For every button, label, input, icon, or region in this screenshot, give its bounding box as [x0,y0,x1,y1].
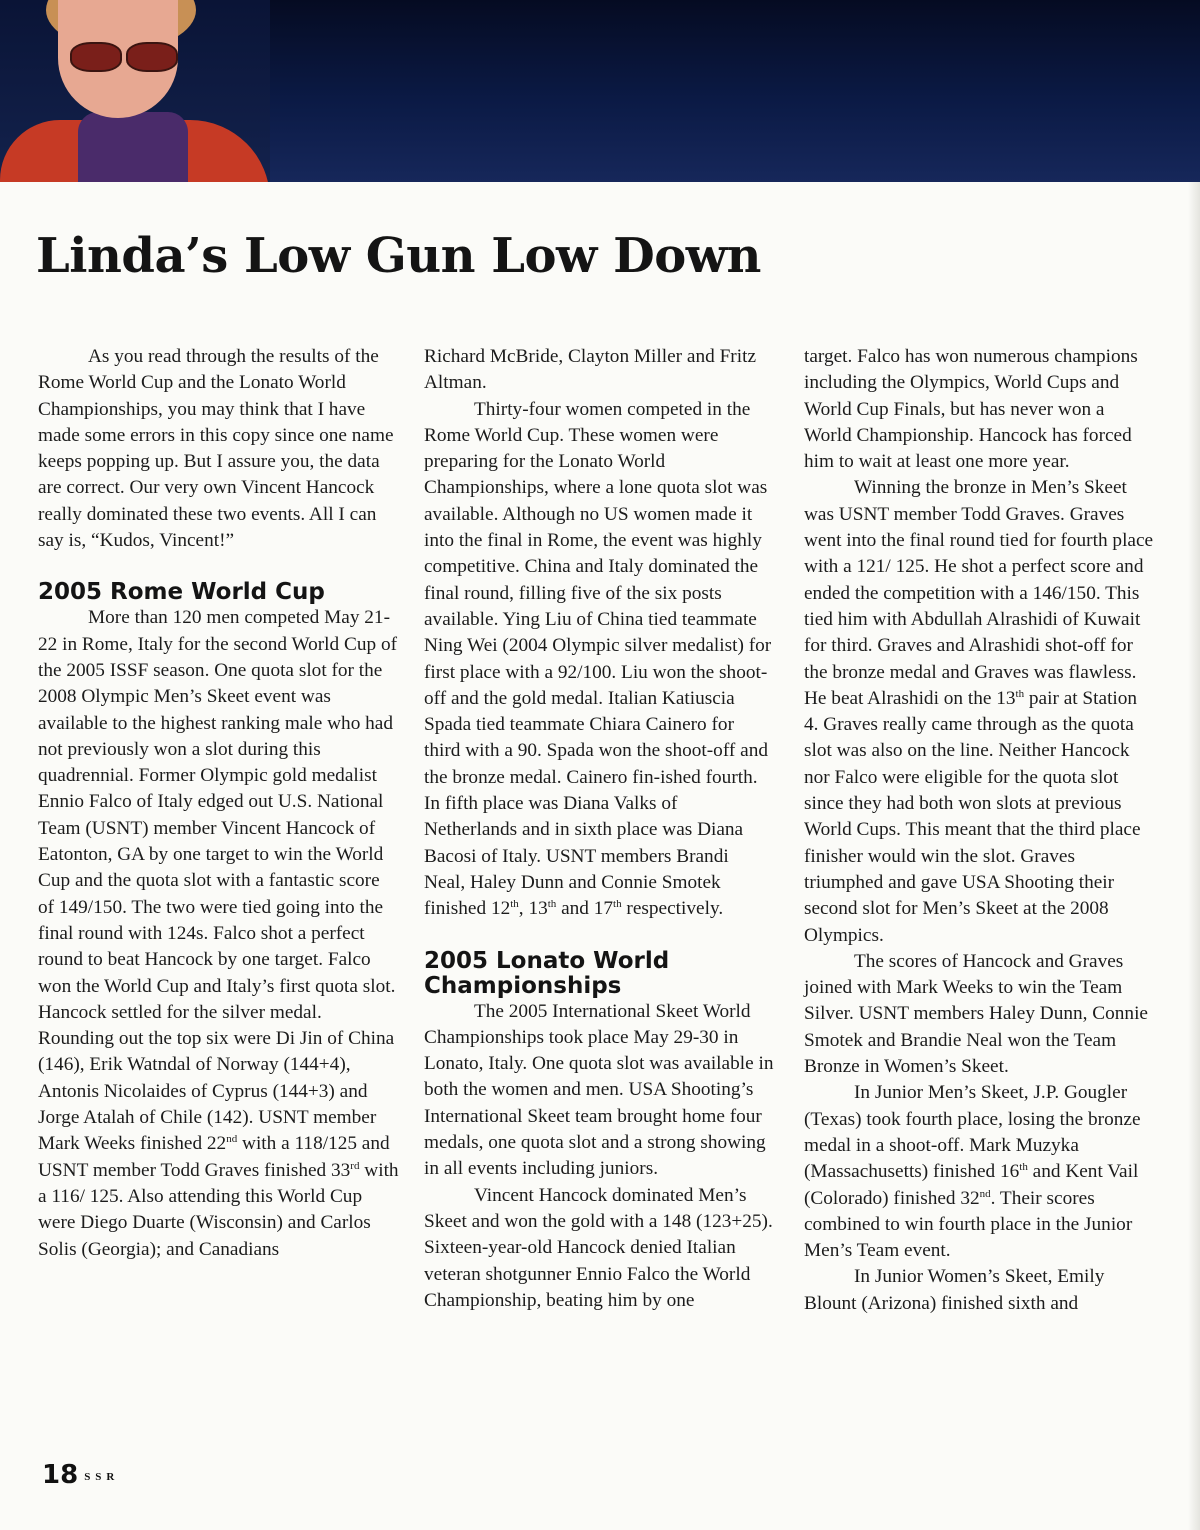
column-1 [38,344,400,1263]
column-2 [424,344,774,1314]
page-footer [42,1460,119,1490]
article-title: Linda’s Low Gun Low Down [36,228,761,284]
lonato-intro-paragraph: The 2005 International Skeet World Championships took place May 29-30 in Lonato, Italy. One quota slot was available in both the women and men. USA Shooting’s International Skeet team brought home four medals, one quota slot and a strong showing in all events including juniors. [424,1000,774,1180]
junior-women-paragraph: In Junior Women’s Skeet, Emily Blount (Arizona) finished sixth and [804,1266,1105,1314]
junior-men-paragraph: In Junior Men’s Skeet, J.P. Gougler (Texas) took fourth place, losing the bronze medal in a shoot-off. Mark Muzyka (Massachusetts) finished 16th and Kent Vail (Colorado) finished 32nd. Their scores combined to win fourth place in the Junior Men’s Team event. [804,1082,1141,1262]
hancock-paragraph: Vincent Hancock dominated Men’s Skeet and won the gold with a 148 (123+25). Sixteen-year-old Hancock denied Italian veteran shotgunner Ennio Falco the World Championship, beating him by one [424,1184,773,1311]
team-paragraph: The scores of Hancock and Graves joined with Mark Weeks to win the Team Silver. USNT members Haley Dunn, Connie Smotek and Brandie Neal won the Team Bronze in Women’s Skeet. [804,950,1148,1078]
rome-men-paragraph: More than 120 men competed May 21-22 in Rome, Italy for the second World Cup of the 2005 ISSF season. One quota slot for the 2008 Olympic Men’s Skeet event was available to the highest ranking male who had not previously won a slot during this quadrennial. Former Olympic gold medalist Ennio Falco of Italy edged out U.S. National Team (USNT) member Vincent Hancock of Eatonton, GA by one target to win the World Cup and the quota slot with a fantastic score of 149/150. The two were tied going into the final round with 124s. Falco shot a perfect round to beat Hancock by one target. Falco won the World Cup and Italy’s first quota slot. Hancock settled for the silver medal. Rounding out the top six were Di Jin of China (146), Erik Watndal of Norway (144+4), Antonis Nicolaides of Cyprus (144+3) and Jorge Atalah of Chile (142). USNT member Mark Weeks finished 22nd with a 118/125 and USNT member Todd Graves finished 33rd with a 116/ 125. Also attending this World Cup were Diego Duarte (Wisconsin) and Carlos Solis (Georgia); and Canadians [38,607,399,1260]
page-number: 18 [42,1460,79,1490]
magazine-name: SSR [84,1471,120,1483]
intro-paragraph: As you read through the results of the Rome World Cup and the Lonato World Championships, you may think that I have made some errors in this copy since one name keeps popping up. But I assure you, the data are correct. Our very own Vincent Hancock really dominated these two events. All I can say is, “Kudos, Vincent!” [38,346,394,552]
section-heading-rome: 2005 Rome World Cup [38,579,325,606]
page-edge [1188,182,1200,1530]
section-heading-lonato: 2005 Lonato World Championships [424,947,670,999]
column-3 [804,344,1154,1317]
rome-women-paragraph: Thirty-four women competed in the Rome World Cup. These women were preparing for the Lonato World Championships, where a lone quota slot was available. Although no US women made it into the final in Rome, the event was highly competitive. China and Italy dominated the final round, filling five of the six posts available. Ying Liu of China tied teammate Ning Wei (2004 Olympic silver medalist) for first place with a 92/100. Liu won the shoot-off and the gold medal. Italian Katiuscia Spada tied teammate Chiara Cainero for third with a 90. Spada won the shoot-off and the bronze medal. Cainero fin-ished fourth. In fifth place was Diana Valks of Netherlands and in sixth place was Diana Bacosi of Italy. USNT members Brandi Neal, Haley Dunn and Connie Smotek finished 12th, 13th and 17th respectively. [424,398,772,920]
header-banner [0,0,1200,182]
graves-paragraph: Winning the bronze in Men’s Skeet was USNT member Todd Graves. Graves went into the final round tied for fourth place with a 121/ 125. He shot a perfect score and ended the competition with a 146/150. This tied him with Abdullah Alrashidi of Kuwait for third. Graves and Alrashidi shot-off for the bronze medal and Graves was flawless. He beat Alrashidi on the 13th pair at Station 4. Graves really came through as the quota slot was also on the line. Neither Hancock nor Falco were eligible for the quota slot since they had both won slots at previous World Cups. This meant that the third place finisher would win the slot. Graves triumphed and gave USA Shooting their second slot for Men’s Skeet at the 2008 Olympics. [804,477,1154,946]
continued-paragraph-2: target. Falco has won numerous champions including the Olympics, World Cups and World Cup Finals, but has never won a World Championship. Hancock has forced him to wait at least one more year. [804,346,1138,473]
continued-paragraph: Richard McBride, Clayton Miller and Fritz Altman. [424,346,756,394]
author-photo [0,0,270,182]
